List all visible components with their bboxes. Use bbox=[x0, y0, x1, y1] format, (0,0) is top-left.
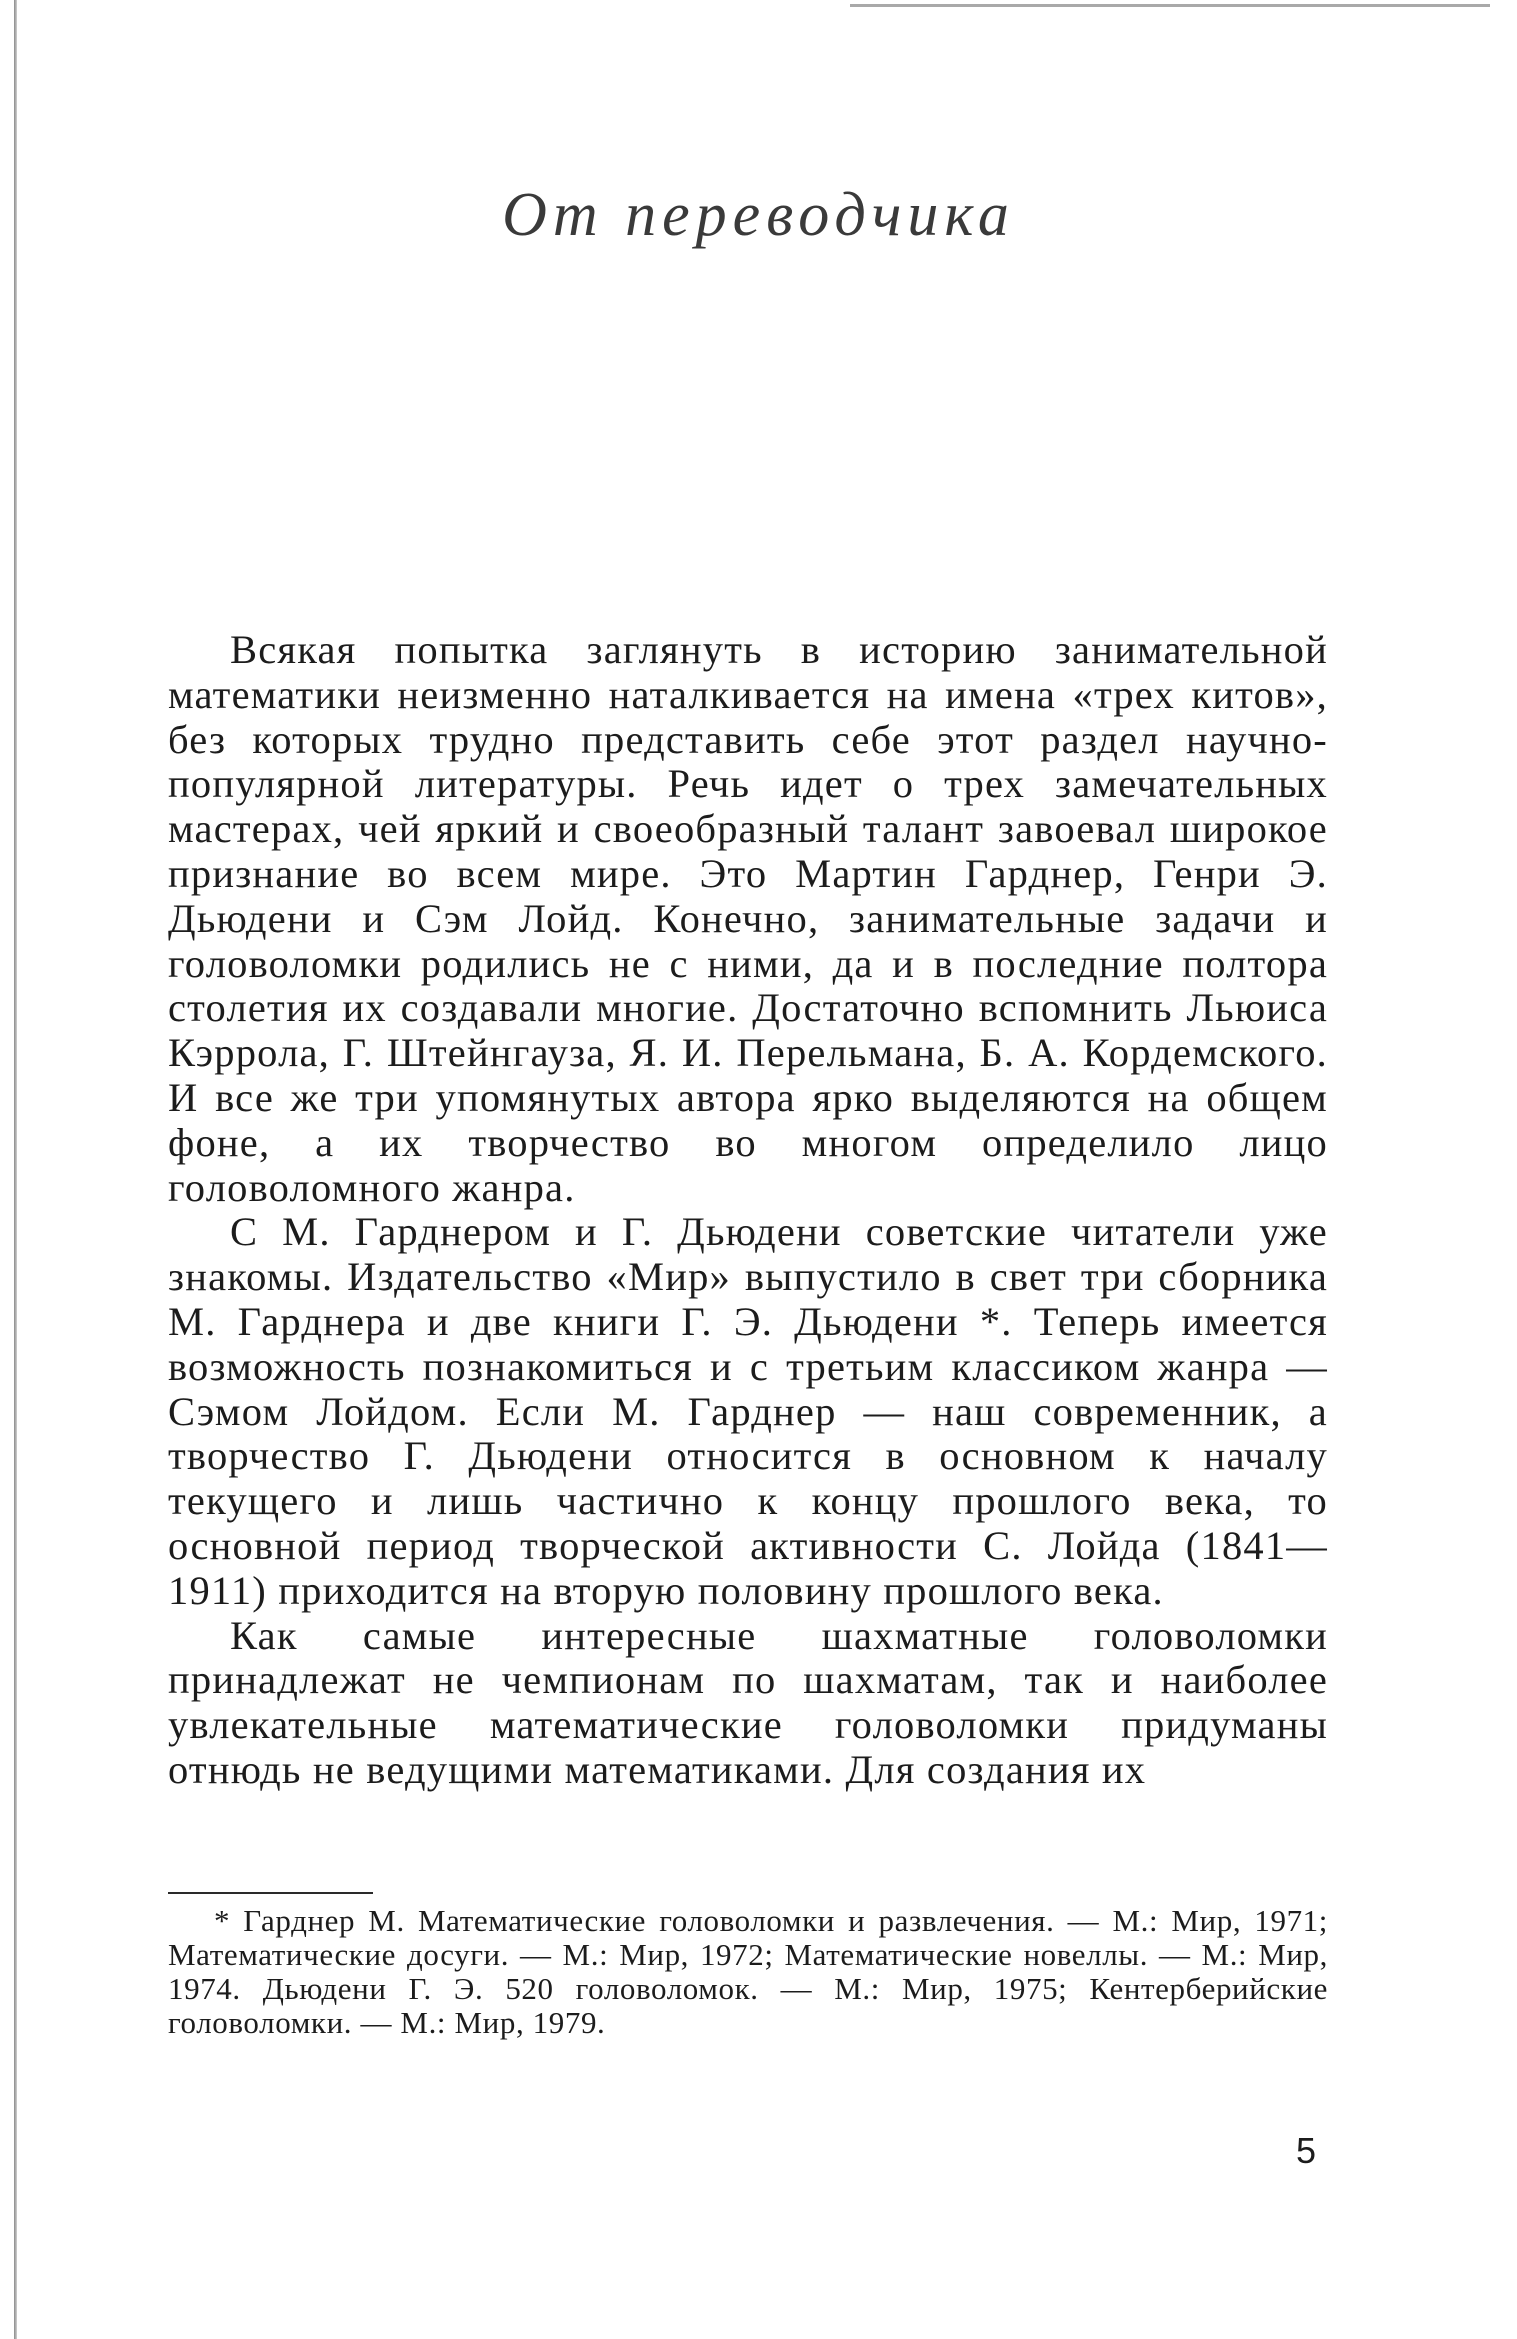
paragraph-3: Как самые интересные шахматные головоломки принадлежат не чемпионам по шахматам, так и наиболее увлекательные математические головоломки придуманы отнюдь не ведущими математиками. Для создания их bbox=[168, 1612, 1328, 1792]
scan-top-edge bbox=[850, 4, 1490, 7]
page-title: От переводчика bbox=[502, 181, 1015, 249]
scan-left-edge bbox=[14, 0, 17, 2339]
paragraph-1: Всякая попытка заглянуть в историю занимательной математики неизменно наталкивается на имена «трех китов», без которых трудно представить себе этот раздел научно-популярной литературы. Речь идет о трех замечательных мастерах, чей яркий и своеобразный талант завоевал широкое признание во всем мире. Это Мартин Гарднер, Генри Э. Дьюдени и Сэм Лойд. Конечно, занимательные задачи и головоломки родились не с ними, да и в последние полтора столетия их создавали многие. Достаточно вспомнить Льюиса Кэррола, Г. Штейнгауза, Я. И. Перельмана, Б. А. Кордемского. И все же три упомянутых автора ярко выделяются на общем фоне, а их творчество во многом определило лицо головоломного жанра. bbox=[168, 627, 1328, 1210]
main-text bbox=[168, 628, 1328, 1793]
footnote: * Гарднер М. Математические головоломки и развлечения. — М.: Мир, 1971; Математические досуги. — М.: Мир, 1972; Математические новеллы. — М.: Мир, 1974. Дьюдени Г. Э. 520 головоломок. — М.: Мир, 1975; Кентерберийские головоломки. — М.: Мир, 1979. bbox=[168, 1903, 1328, 2040]
paragraph-2: С М. Гарднером и Г. Дьюдени советские читатели уже знакомы. Издательство «Мир» выпустило в свет три сборника М. Гарднера и две книги Г. Э. Дьюдени *. Теперь имеется возможность познакомиться и с третьим классиком жанра — Сэмом Лойдом. Если М. Гарднер — наш современник, а творчество Г. Дьюдени относится в основном к началу текущего и лишь частично к концу прошлого века, то основной период творческой активности С. Лойда (1841—1911) приходится на вторую половину прошлого века. bbox=[168, 1209, 1328, 1613]
page-number: 5 bbox=[1296, 2130, 1317, 2171]
footnote-rule bbox=[168, 1892, 373, 1894]
